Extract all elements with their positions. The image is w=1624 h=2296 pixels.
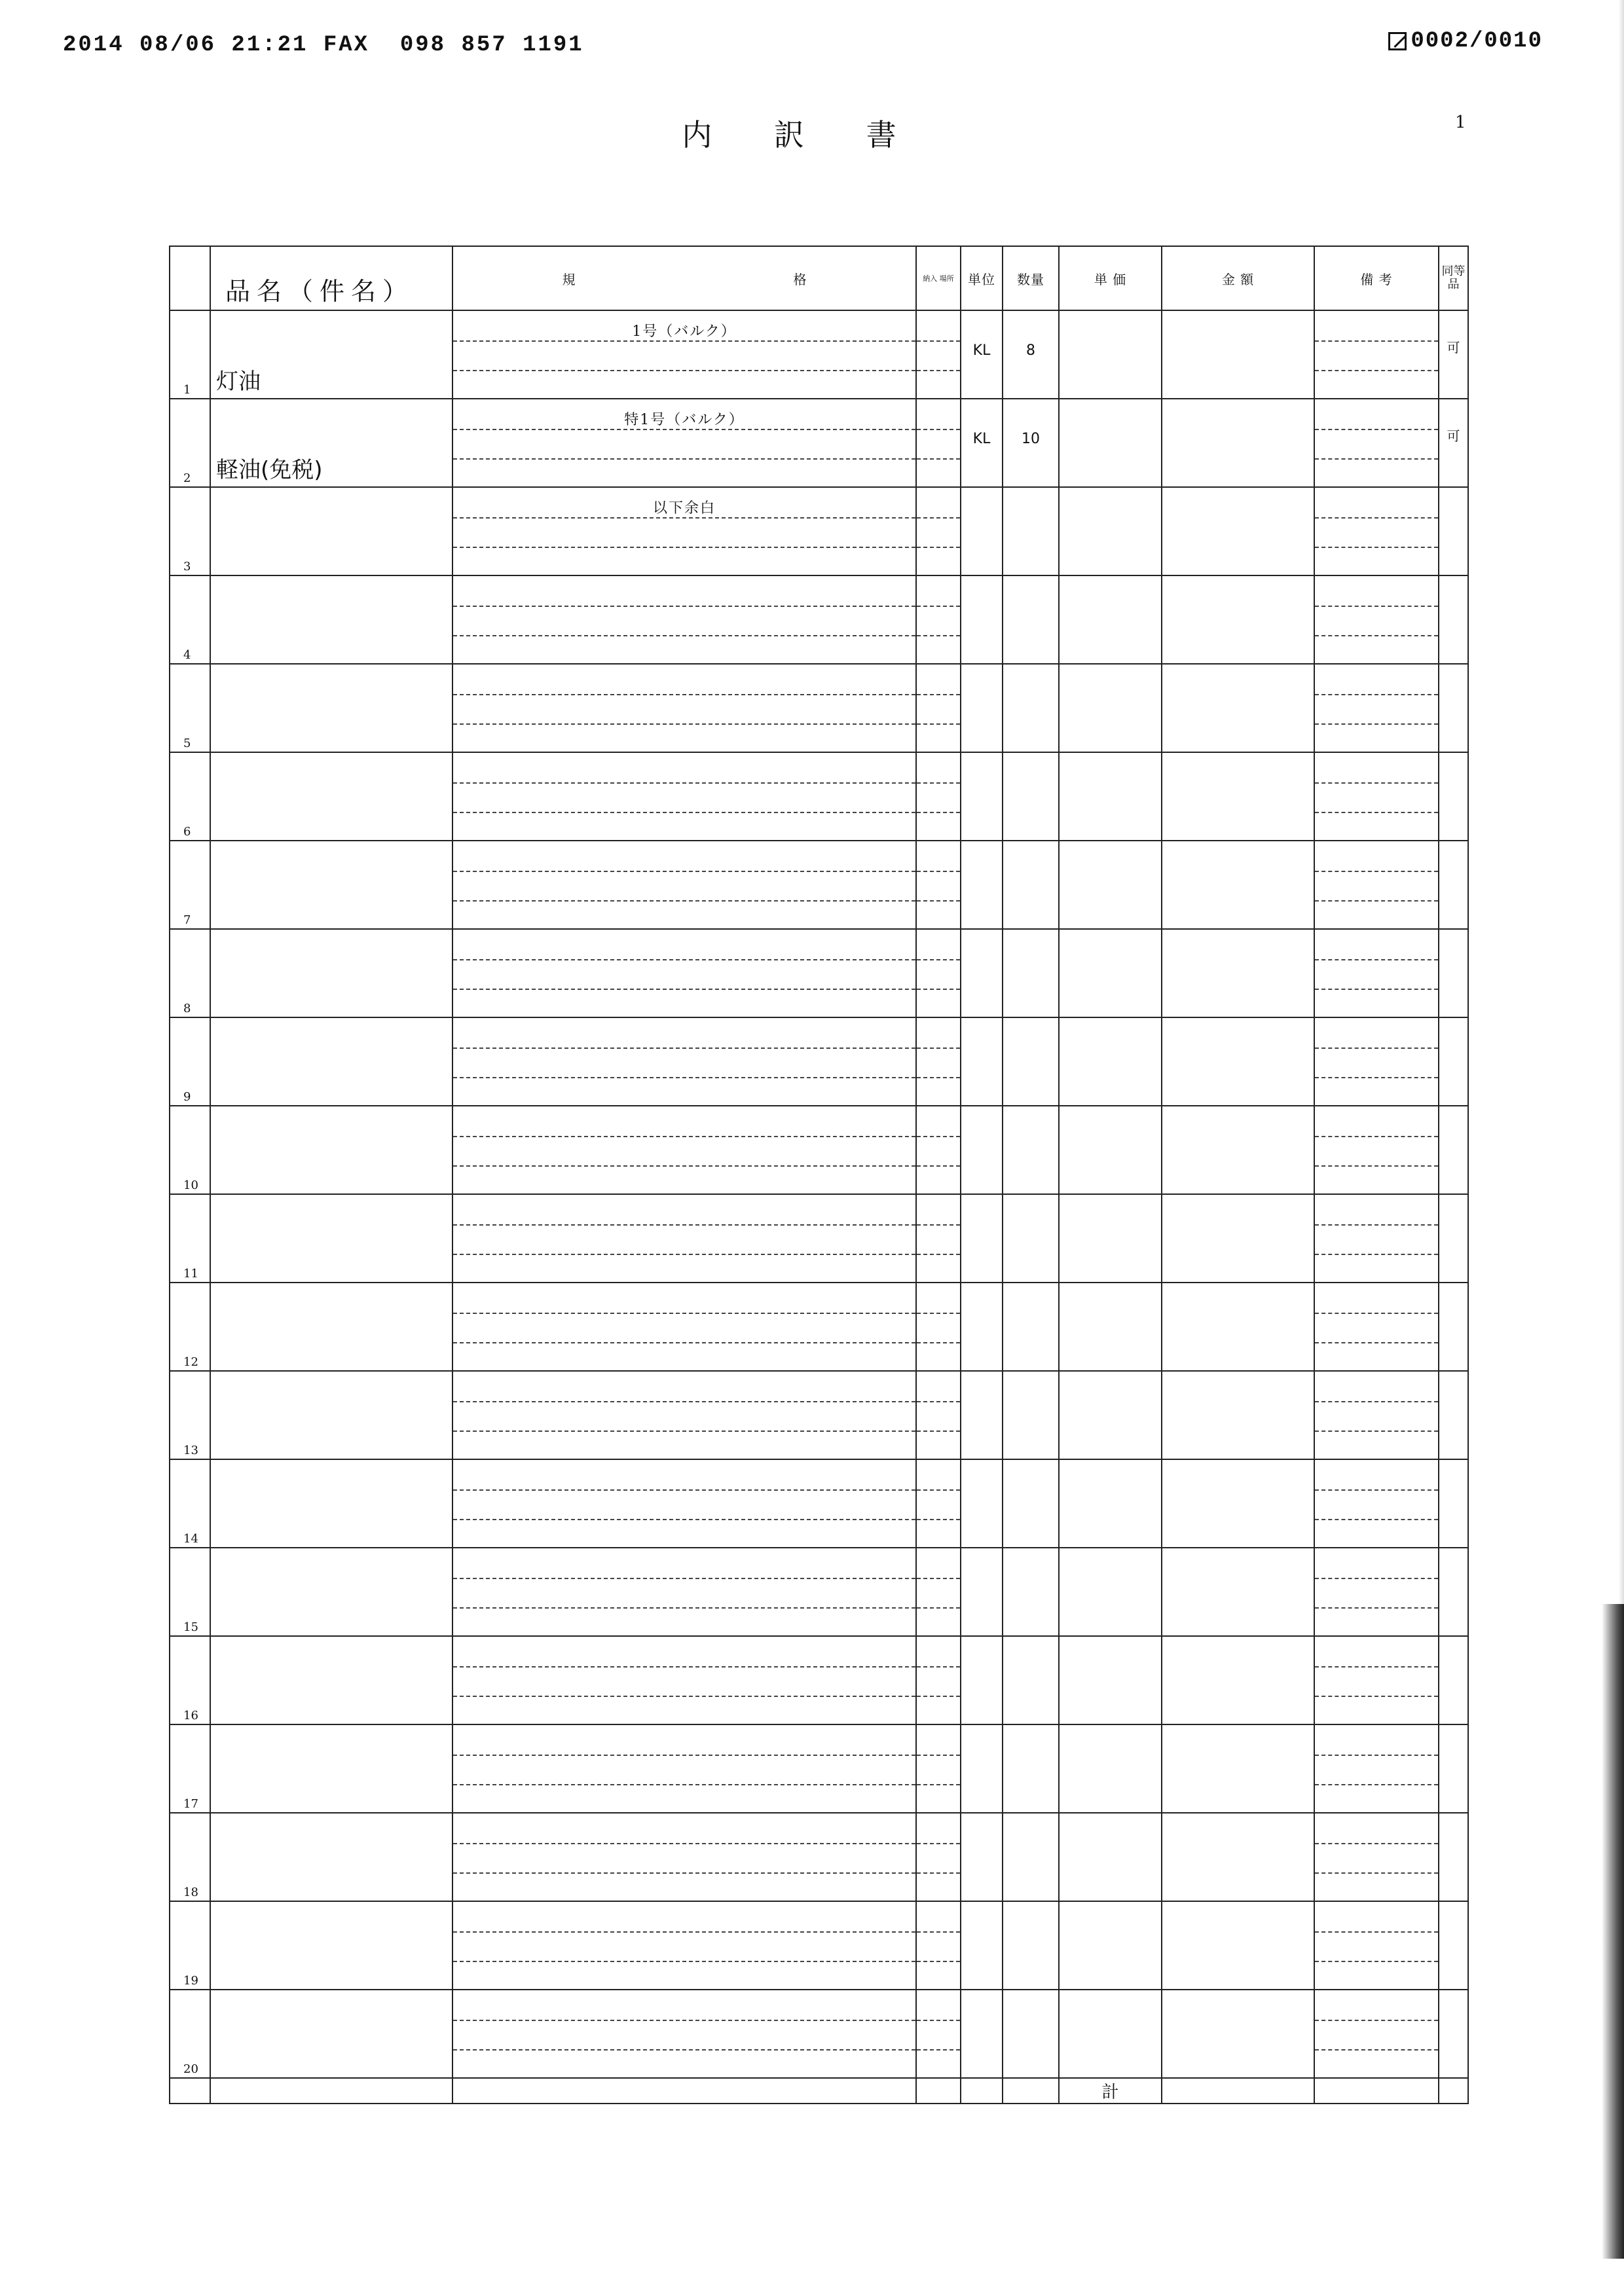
item-name-cell: [210, 929, 452, 1017]
delivery-cell: [916, 752, 961, 841]
unit-cell: [961, 1194, 1003, 1283]
spec-cell: [452, 1017, 916, 1106]
row-number-cell: [170, 841, 210, 929]
spec-cell: [452, 1548, 916, 1636]
item-name-cell: [210, 1636, 452, 1724]
spec-text: 以下余白: [652, 500, 716, 517]
amount-cell: [1162, 1459, 1314, 1548]
table-row: [170, 841, 1468, 929]
unit-price-cell: [1059, 841, 1162, 929]
amount-cell: [1162, 1548, 1314, 1636]
row-number-cell: [170, 1106, 210, 1194]
spec-text: 1号（バルク）: [632, 323, 737, 340]
unit-price-cell: [1059, 1194, 1162, 1283]
table-row: [170, 752, 1468, 841]
row-number: 16: [183, 1709, 198, 1722]
table-row: [170, 1459, 1468, 1548]
unit-price-cell: [1059, 575, 1162, 664]
spec-cell: [452, 1106, 916, 1194]
remarks-cell: [1314, 752, 1439, 841]
row-number-cell: [170, 1194, 210, 1283]
item-name-cell: [210, 487, 452, 575]
spec-cell: [452, 399, 916, 487]
document-title: 内 訳 書: [682, 117, 923, 153]
total-quantity: [1003, 2078, 1059, 2104]
equivalent-cell: [1439, 1636, 1468, 1724]
unit-cell: [961, 1017, 1003, 1106]
spec-cell: [452, 1459, 916, 1548]
row-number: 10: [183, 1178, 198, 1192]
remarks-cell: [1314, 841, 1439, 929]
amount-cell: [1162, 1901, 1314, 1990]
header-spec-left: 規: [562, 271, 576, 287]
remarks-cell: [1314, 399, 1439, 487]
quantity-value: 10: [1022, 431, 1040, 447]
header-delivery: 納入 場所: [916, 246, 961, 310]
quantity-cell: [1003, 487, 1059, 575]
row-number-cell: [170, 1459, 210, 1548]
table-row: [170, 1371, 1468, 1459]
unit-cell: [961, 1724, 1003, 1813]
spec-cell: [452, 752, 916, 841]
equivalent-cell: [1439, 1813, 1468, 1901]
quantity-cell: [1003, 841, 1059, 929]
header-equivalent: 同等品: [1439, 246, 1468, 310]
unit-price-cell: [1059, 1459, 1162, 1548]
unit-price-cell: [1059, 487, 1162, 575]
remarks-cell: [1314, 1194, 1439, 1283]
spec-cell: [452, 575, 916, 664]
unit-cell: [961, 841, 1003, 929]
amount-cell: [1162, 1106, 1314, 1194]
row-number: 12: [183, 1355, 198, 1369]
spec-cell: [452, 1371, 916, 1459]
table-row: [170, 1990, 1468, 2078]
unit-cell: [961, 929, 1003, 1017]
row-number: 13: [183, 1444, 198, 1457]
unit-cell: [961, 752, 1003, 841]
unit-value: KL: [972, 342, 991, 359]
item-name-cell: [210, 399, 452, 487]
header-spec-right: 格: [793, 271, 807, 287]
amount-cell: [1162, 310, 1314, 399]
unit-price-cell: [1059, 1990, 1162, 2078]
spec-cell: [452, 1813, 916, 1901]
unit-cell: [961, 1813, 1003, 1901]
breakdown-table: [169, 246, 1469, 2104]
item-name-cell: [210, 310, 452, 399]
item-name-cell: [210, 1459, 452, 1548]
table-row: [170, 929, 1468, 1017]
quantity-value: 8: [1026, 342, 1035, 359]
quantity-cell: [1003, 1813, 1059, 1901]
spec-cell: [452, 1194, 916, 1283]
quantity-cell: [1003, 664, 1059, 752]
table-row: [170, 1283, 1468, 1371]
table-row: [170, 1636, 1468, 1724]
row-number-cell: [170, 752, 210, 841]
equivalent-cell: [1439, 1548, 1468, 1636]
remarks-cell: [1314, 1283, 1439, 1371]
remarks-cell: [1314, 929, 1439, 1017]
row-number: 8: [183, 1002, 191, 1015]
row-number-cell: [170, 1371, 210, 1459]
row-number: 18: [183, 1886, 198, 1899]
spec-cell: [452, 1636, 916, 1724]
quantity-cell: [1003, 1194, 1059, 1283]
equivalent-cell: [1439, 1724, 1468, 1813]
equivalent-cell: [1439, 1990, 1468, 2078]
row-number-cell: [170, 664, 210, 752]
table-header-row: [170, 246, 1468, 310]
table-row: [170, 575, 1468, 664]
remarks-cell: [1314, 664, 1439, 752]
total-row: [170, 2078, 1468, 2104]
total-amount: [1162, 2078, 1314, 2104]
item-name-cell: [210, 841, 452, 929]
quantity-cell: [1003, 1371, 1059, 1459]
delivery-cell: [916, 1459, 961, 1548]
item-name: 灯油: [216, 369, 261, 395]
item-name-cell: [210, 1106, 452, 1194]
scan-edge-shadow-top: [1619, 0, 1624, 1604]
unit-cell: [961, 1548, 1003, 1636]
quantity-cell: [1003, 752, 1059, 841]
delivery-cell: [916, 1724, 961, 1813]
row-number-cell: [170, 1813, 210, 1901]
equivalent-cell: [1439, 1901, 1468, 1990]
total-equivalent: [1439, 2078, 1468, 2104]
item-name-cell: [210, 1813, 452, 1901]
spec-cell: [452, 487, 916, 575]
equivalent-cell: [1439, 487, 1468, 575]
delivery-cell: [916, 841, 961, 929]
quantity-cell: [1003, 1017, 1059, 1106]
spec-cell: [452, 664, 916, 752]
row-number: 4: [183, 648, 191, 662]
remarks-cell: [1314, 1813, 1439, 1901]
row-number-cell: [170, 1724, 210, 1813]
total-name: [210, 2078, 452, 2104]
spec-cell: [452, 1901, 916, 1990]
amount-cell: [1162, 399, 1314, 487]
unit-price-cell: [1059, 1017, 1162, 1106]
quantity-cell: [1003, 1990, 1059, 2078]
remarks-cell: [1314, 575, 1439, 664]
amount-cell: [1162, 664, 1314, 752]
fax-header-timestamp: 2014 08/06 21:21 FAX 098 857 1191: [63, 33, 584, 58]
table-row: [170, 487, 1468, 575]
unit-price-cell: [1059, 929, 1162, 1017]
table-row: [170, 399, 1468, 487]
quantity-cell: [1003, 1636, 1059, 1724]
unit-price-cell: [1059, 310, 1162, 399]
row-number: 5: [183, 737, 191, 750]
quantity-cell: [1003, 399, 1059, 487]
amount-cell: [1162, 752, 1314, 841]
fax-checkbox-icon: [1388, 32, 1407, 50]
remarks-cell: [1314, 1548, 1439, 1636]
table-row: [170, 1901, 1468, 1990]
delivery-cell: [916, 575, 961, 664]
amount-cell: [1162, 929, 1314, 1017]
unit-cell: [961, 664, 1003, 752]
total-delivery: [916, 2078, 961, 2104]
spec-cell: [452, 1283, 916, 1371]
header-quantity: 数量: [1003, 246, 1059, 310]
quantity-cell: [1003, 575, 1059, 664]
spec-cell: [452, 310, 916, 399]
equivalent-cell: [1439, 1017, 1468, 1106]
row-number-cell: [170, 929, 210, 1017]
row-number: 7: [183, 913, 191, 927]
amount-cell: [1162, 1017, 1314, 1106]
row-number-cell: [170, 1548, 210, 1636]
total-spec: [452, 2078, 916, 2104]
amount-cell: [1162, 1636, 1314, 1724]
remarks-cell: [1314, 1901, 1439, 1990]
amount-cell: [1162, 1813, 1314, 1901]
quantity-cell: [1003, 1106, 1059, 1194]
equivalent-cell: [1439, 575, 1468, 664]
table-row: [170, 310, 1468, 399]
page-number: 1: [1455, 113, 1466, 132]
item-name-cell: [210, 1283, 452, 1371]
unit-price-cell: [1059, 1283, 1162, 1371]
unit-cell: [961, 310, 1003, 399]
equivalent-cell: [1439, 752, 1468, 841]
equivalent-value: 可: [1447, 428, 1460, 444]
unit-cell: [961, 487, 1003, 575]
amount-cell: [1162, 1283, 1314, 1371]
header-unit: 単位: [961, 246, 1003, 310]
delivery-cell: [916, 1371, 961, 1459]
delivery-cell: [916, 487, 961, 575]
delivery-cell: [916, 1283, 961, 1371]
remarks-cell: [1314, 1106, 1439, 1194]
quantity-cell: [1003, 1283, 1059, 1371]
table-row: [170, 1813, 1468, 1901]
amount-cell: [1162, 841, 1314, 929]
quantity-cell: [1003, 310, 1059, 399]
fax-page-count: 0002/0010: [1411, 29, 1543, 54]
total-remarks: [1314, 2078, 1439, 2104]
header-amount: 金 額: [1162, 246, 1314, 310]
remarks-cell: [1314, 310, 1439, 399]
row-number: 11: [183, 1267, 198, 1281]
equivalent-cell: [1439, 1371, 1468, 1459]
delivery-cell: [916, 1194, 961, 1283]
row-number-cell: [170, 1990, 210, 2078]
unit-cell: [961, 399, 1003, 487]
row-number: 3: [183, 560, 191, 574]
unit-price-cell: [1059, 1548, 1162, 1636]
table-row: [170, 664, 1468, 752]
unit-cell: [961, 1106, 1003, 1194]
row-number: 17: [183, 1797, 198, 1811]
row-number: 15: [183, 1620, 198, 1634]
table-row: [170, 1548, 1468, 1636]
delivery-cell: [916, 1017, 961, 1106]
remarks-cell: [1314, 1371, 1439, 1459]
unit-price-cell: [1059, 1901, 1162, 1990]
quantity-cell: [1003, 1901, 1059, 1990]
row-number-cell: [170, 487, 210, 575]
delivery-cell: [916, 1813, 961, 1901]
remarks-cell: [1314, 1636, 1439, 1724]
amount-cell: [1162, 1371, 1314, 1459]
amount-cell: [1162, 575, 1314, 664]
unit-price-cell: [1059, 1636, 1162, 1724]
delivery-cell: [916, 1901, 961, 1990]
unit-cell: [961, 1901, 1003, 1990]
item-name-cell: [210, 575, 452, 664]
row-number-cell: [170, 399, 210, 487]
equivalent-cell: [1439, 841, 1468, 929]
unit-price-cell: [1059, 752, 1162, 841]
quantity-cell: [1003, 1459, 1059, 1548]
table-row: [170, 1106, 1468, 1194]
unit-cell: [961, 1459, 1003, 1548]
equivalent-cell: [1439, 1459, 1468, 1548]
unit-price-cell: [1059, 399, 1162, 487]
unit-cell: [961, 575, 1003, 664]
quantity-cell: [1003, 929, 1059, 1017]
remarks-cell: [1314, 1990, 1439, 2078]
equivalent-cell: [1439, 1194, 1468, 1283]
row-number-cell: [170, 1283, 210, 1371]
unit-value: KL: [972, 431, 991, 447]
remarks-cell: [1314, 1724, 1439, 1813]
header-remarks: 備 考: [1314, 246, 1439, 310]
table-body: [170, 310, 1468, 2078]
remarks-cell: [1314, 1017, 1439, 1106]
quantity-cell: [1003, 1724, 1059, 1813]
item-name-cell: [210, 1194, 452, 1283]
header-item-name: 品名（件名）: [210, 246, 452, 310]
delivery-cell: [916, 929, 961, 1017]
remarks-cell: [1314, 487, 1439, 575]
unit-cell: [961, 1636, 1003, 1724]
spec-cell: [452, 929, 916, 1017]
total-no: [170, 2078, 210, 2104]
unit-price-cell: [1059, 664, 1162, 752]
unit-cell: [961, 1990, 1003, 2078]
row-number-cell: [170, 1017, 210, 1106]
row-number: 2: [183, 471, 191, 485]
delivery-cell: [916, 664, 961, 752]
header-unit-price: 単 価: [1059, 246, 1162, 310]
delivery-cell: [916, 1106, 961, 1194]
equivalent-value: 可: [1447, 340, 1460, 355]
item-name-cell: [210, 664, 452, 752]
amount-cell: [1162, 1990, 1314, 2078]
equivalent-cell: [1439, 310, 1468, 399]
table-row: [170, 1724, 1468, 1813]
row-number: 19: [183, 1974, 198, 1988]
unit-cell: [961, 1371, 1003, 1459]
equivalent-cell: [1439, 664, 1468, 752]
equivalent-cell: [1439, 1283, 1468, 1371]
item-name-cell: [210, 1990, 452, 2078]
unit-price-cell: [1059, 1371, 1162, 1459]
delivery-cell: [916, 1990, 961, 2078]
delivery-cell: [916, 399, 961, 487]
equivalent-cell: [1439, 399, 1468, 487]
row-number-cell: [170, 310, 210, 399]
unit-cell: [961, 1283, 1003, 1371]
equivalent-cell: [1439, 1106, 1468, 1194]
spec-text: 特1号（バルク）: [624, 412, 745, 428]
header-no: [170, 246, 210, 310]
header-spec: [452, 246, 916, 310]
item-name: 軽油(免税): [216, 457, 323, 483]
amount-cell: [1162, 1724, 1314, 1813]
remarks-cell: [1314, 1459, 1439, 1548]
row-number-cell: [170, 1636, 210, 1724]
item-name-cell: [210, 1724, 452, 1813]
unit-price-cell: [1059, 1813, 1162, 1901]
row-number: 14: [183, 1532, 198, 1546]
unit-price-cell: [1059, 1724, 1162, 1813]
scan-edge-shadow: [1602, 1604, 1624, 2259]
unit-price-cell: [1059, 1106, 1162, 1194]
item-name-cell: [210, 752, 452, 841]
total-label: 計: [1059, 2078, 1162, 2104]
item-name-cell: [210, 1371, 452, 1459]
row-number-cell: [170, 1901, 210, 1990]
row-number-cell: [170, 575, 210, 664]
fax-page-indicator: [1388, 29, 1543, 54]
equivalent-cell: [1439, 929, 1468, 1017]
item-name-cell: [210, 1901, 452, 1990]
row-number: 6: [183, 825, 191, 839]
item-name-cell: [210, 1548, 452, 1636]
row-number: 9: [183, 1090, 191, 1104]
total-unit: [961, 2078, 1003, 2104]
table-row: [170, 1017, 1468, 1106]
delivery-cell: [916, 1636, 961, 1724]
item-name-cell: [210, 1017, 452, 1106]
spec-cell: [452, 1724, 916, 1813]
delivery-cell: [916, 310, 961, 399]
table-row: [170, 1194, 1468, 1283]
spec-cell: [452, 1990, 916, 2078]
quantity-cell: [1003, 1548, 1059, 1636]
delivery-cell: [916, 1548, 961, 1636]
amount-cell: [1162, 1194, 1314, 1283]
row-number: 20: [183, 2062, 198, 2076]
spec-cell: [452, 841, 916, 929]
row-number: 1: [183, 383, 191, 397]
amount-cell: [1162, 487, 1314, 575]
